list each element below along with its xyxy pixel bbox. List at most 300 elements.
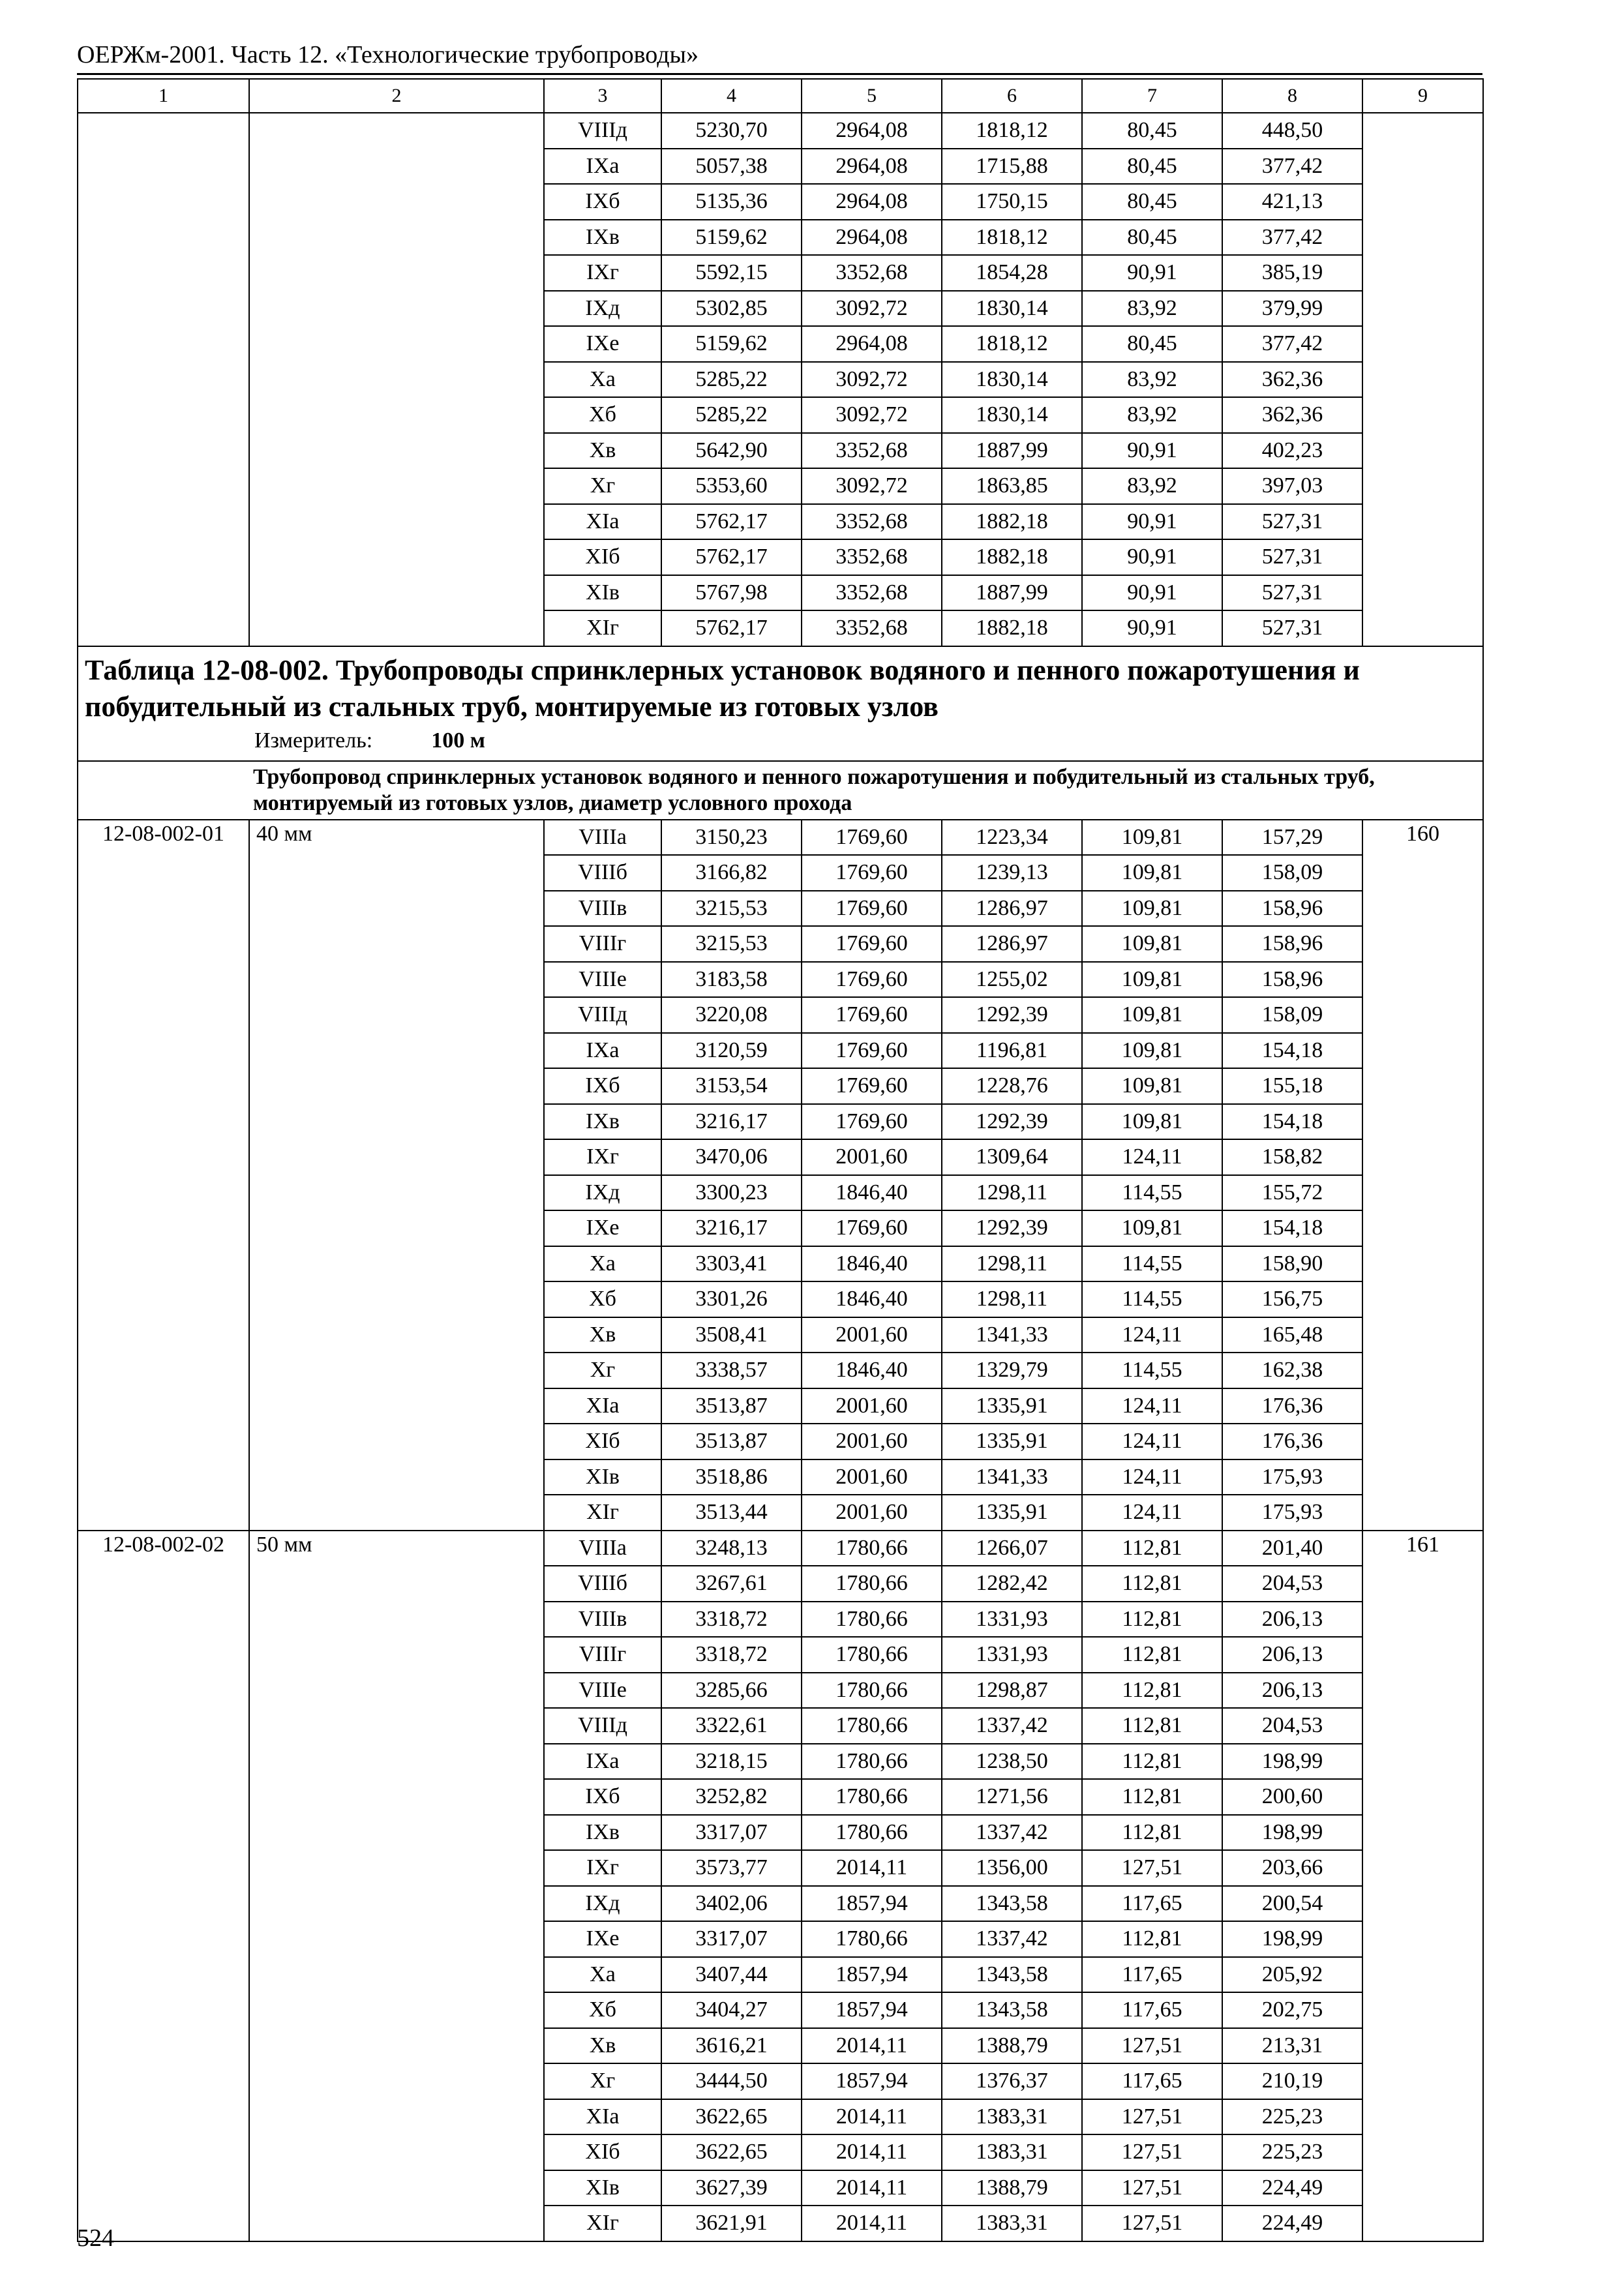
wages-cell: 1857,94 (802, 1992, 942, 2028)
materials-cell: 175,93 (1222, 1459, 1362, 1495)
materials-cell: 385,19 (1222, 255, 1362, 291)
region-code-cell: VIIIг (544, 1637, 661, 1673)
total-cost-cell: 3470,06 (661, 1139, 802, 1175)
wages-cell: 1780,66 (802, 1637, 942, 1673)
total-cost-cell: 3338,57 (661, 1353, 802, 1388)
wages-cell: 1780,66 (802, 1602, 942, 1638)
page-number: 524 (77, 2224, 114, 2252)
column-number: 8 (1222, 79, 1362, 113)
materials-cell: 225,23 (1222, 2134, 1362, 2170)
wages-cell: 1769,60 (802, 1210, 942, 1246)
region-code-cell: VIIIа (544, 1531, 661, 1566)
machinist-wages-cell: 117,65 (1082, 2063, 1222, 2099)
total-cost-cell: 3303,41 (661, 1246, 802, 1282)
materials-cell: 154,18 (1222, 1104, 1362, 1140)
machinist-wages-cell: 83,92 (1082, 397, 1222, 433)
region-code-cell: Xг (544, 468, 661, 504)
wages-cell: 2001,60 (802, 1495, 942, 1531)
region-code-cell: VIIIд (544, 997, 661, 1033)
total-cost-cell: 5642,90 (661, 433, 802, 469)
region-code-cell: Xб (544, 397, 661, 433)
wages-cell: 2014,11 (802, 2170, 942, 2206)
region-code-cell: VIIIв (544, 1602, 661, 1638)
materials-cell: 158,09 (1222, 997, 1362, 1033)
region-code-cell: IXв (544, 220, 661, 256)
wages-cell: 1857,94 (802, 1957, 942, 1993)
machine-operation-cell: 1750,15 (942, 184, 1082, 220)
wages-cell: 1769,60 (802, 997, 942, 1033)
machinist-wages-cell: 112,81 (1082, 1637, 1222, 1673)
machine-operation-cell: 1882,18 (942, 504, 1082, 540)
materials-cell: 377,42 (1222, 149, 1362, 185)
materials-cell: 154,18 (1222, 1033, 1362, 1069)
machine-operation-cell: 1337,42 (942, 1921, 1082, 1957)
machinist-wages-cell: 114,55 (1082, 1175, 1222, 1211)
total-cost-cell: 3267,61 (661, 1566, 802, 1602)
materials-cell: 201,40 (1222, 1531, 1362, 1566)
wages-cell: 1857,94 (802, 2063, 942, 2099)
machine-operation-cell: 1341,33 (942, 1459, 1082, 1495)
machinist-wages-cell: 127,51 (1082, 2134, 1222, 2170)
materials-cell: 158,96 (1222, 926, 1362, 962)
wages-cell: 2964,08 (802, 326, 942, 362)
total-cost-cell: 5230,70 (661, 113, 802, 149)
region-code-cell: IXе (544, 1210, 661, 1246)
machinist-wages-cell: 83,92 (1082, 291, 1222, 327)
table-subtitle: Трубопровод спринклерных установок водяного и пенного пожаротушения и побудительный из стальных труб, монтируемый из готовых узлов, диаметр условного прохода (78, 761, 1483, 820)
wages-cell: 2964,08 (802, 184, 942, 220)
machinist-wages-cell: 124,11 (1082, 1388, 1222, 1424)
machinist-wages-cell: 90,91 (1082, 255, 1222, 291)
machinist-wages-cell: 83,92 (1082, 362, 1222, 398)
total-cost-cell: 5762,17 (661, 504, 802, 540)
machine-operation-cell: 1887,99 (942, 575, 1082, 611)
total-cost-cell: 3622,65 (661, 2134, 802, 2170)
total-cost-cell: 3616,21 (661, 2028, 802, 2064)
wages-cell: 3352,68 (802, 504, 942, 540)
region-code-cell: VIIIе (544, 1673, 661, 1709)
region-code-cell: Xа (544, 362, 661, 398)
machinist-wages-cell: 90,91 (1082, 610, 1222, 646)
rates-table-body (78, 79, 1483, 2241)
region-code-cell: XIв (544, 2170, 661, 2206)
total-cost-cell: 3153,54 (661, 1068, 802, 1104)
machine-operation-cell: 1818,12 (942, 326, 1082, 362)
machine-operation-cell: 1830,14 (942, 291, 1082, 327)
total-cost-cell: 5057,38 (661, 149, 802, 185)
machinist-wages-cell: 127,51 (1082, 2028, 1222, 2064)
machinist-wages-cell: 90,91 (1082, 504, 1222, 540)
region-code-cell: IXб (544, 1068, 661, 1104)
machine-operation-cell: 1271,56 (942, 1779, 1082, 1815)
total-cost-cell: 3622,65 (661, 2099, 802, 2135)
machinist-wages-cell: 112,81 (1082, 1673, 1222, 1709)
machine-operation-cell: 1239,13 (942, 855, 1082, 891)
table-title-row (78, 646, 1483, 761)
region-code-cell: XIа (544, 504, 661, 540)
machine-operation-cell: 1383,31 (942, 2134, 1082, 2170)
machine-operation-cell: 1282,42 (942, 1566, 1082, 1602)
wages-cell: 1857,94 (802, 1886, 942, 1922)
materials-cell: 402,23 (1222, 433, 1362, 469)
meter-line (85, 725, 1476, 756)
wages-cell: 2001,60 (802, 1388, 942, 1424)
materials-cell: 527,31 (1222, 610, 1362, 646)
region-code-cell: IXб (544, 184, 661, 220)
column-number: 5 (802, 79, 942, 113)
materials-cell: 224,49 (1222, 2206, 1362, 2241)
materials-cell: 397,03 (1222, 468, 1362, 504)
machine-operation-cell: 1388,79 (942, 2170, 1082, 2206)
wages-cell: 1846,40 (802, 1246, 942, 1282)
wages-cell: 1769,60 (802, 1104, 942, 1140)
region-code-cell: IXг (544, 255, 661, 291)
machinist-wages-cell: 127,51 (1082, 2170, 1222, 2206)
machine-operation-cell: 1830,14 (942, 397, 1082, 433)
region-code-cell: XIв (544, 1459, 661, 1495)
machinist-wages-cell: 124,11 (1082, 1495, 1222, 1531)
total-cost-cell: 3621,91 (661, 2206, 802, 2241)
region-code-cell: IXв (544, 1104, 661, 1140)
region-code-cell: XIг (544, 610, 661, 646)
machine-operation-cell: 1329,79 (942, 1353, 1082, 1388)
column-number: 2 (249, 79, 544, 113)
total-cost-cell: 5285,22 (661, 397, 802, 433)
region-code-cell: Xв (544, 1317, 661, 1353)
meter-value: 100 м (431, 728, 485, 753)
machinist-wages-cell: 109,81 (1082, 926, 1222, 962)
wages-cell: 1780,66 (802, 1815, 942, 1851)
table-row (78, 113, 1483, 149)
machinist-wages-cell: 127,51 (1082, 1850, 1222, 1886)
region-code-cell: IXд (544, 1175, 661, 1211)
machinist-wages-cell: 90,91 (1082, 433, 1222, 469)
materials-cell: 176,36 (1222, 1388, 1362, 1424)
machine-operation-cell: 1337,42 (942, 1815, 1082, 1851)
machinist-wages-cell: 109,81 (1082, 1068, 1222, 1104)
total-cost-cell: 3317,07 (661, 1921, 802, 1957)
rates-table (77, 78, 1484, 2242)
machinist-wages-cell: 112,81 (1082, 1744, 1222, 1780)
wages-cell: 3352,68 (802, 575, 942, 611)
region-code-cell: VIIIд (544, 1708, 661, 1744)
table-row (78, 820, 1483, 856)
materials-cell: 158,82 (1222, 1139, 1362, 1175)
machinist-wages-cell: 109,81 (1082, 962, 1222, 998)
machinist-wages-cell: 117,65 (1082, 1992, 1222, 2028)
materials-cell: 158,96 (1222, 891, 1362, 927)
region-code-cell: Xб (544, 1281, 661, 1317)
materials-cell: 156,75 (1222, 1281, 1362, 1317)
machine-operation-cell: 1343,58 (942, 1886, 1082, 1922)
materials-cell: 158,90 (1222, 1246, 1362, 1282)
materials-cell: 204,53 (1222, 1708, 1362, 1744)
materials-cell: 155,72 (1222, 1175, 1362, 1211)
machine-operation-cell: 1292,39 (942, 997, 1082, 1033)
machinist-wages-cell: 117,65 (1082, 1957, 1222, 1993)
region-code-cell: Xа (544, 1957, 661, 1993)
machine-operation-cell: 1335,91 (942, 1388, 1082, 1424)
machine-operation-cell: 1343,58 (942, 1957, 1082, 1993)
total-cost-cell: 3407,44 (661, 1957, 802, 1993)
total-cost-cell: 3120,59 (661, 1033, 802, 1069)
total-cost-cell: 3216,17 (661, 1210, 802, 1246)
total-cost-cell: 3404,27 (661, 1992, 802, 2028)
total-cost-cell: 3513,87 (661, 1424, 802, 1459)
total-cost-cell: 5135,36 (661, 184, 802, 220)
region-code-cell: IXа (544, 1033, 661, 1069)
total-cost-cell: 5159,62 (661, 326, 802, 362)
column-number: 9 (1362, 79, 1483, 113)
machine-operation-cell: 1818,12 (942, 113, 1082, 149)
machinist-wages-cell: 109,81 (1082, 891, 1222, 927)
wages-cell: 1780,66 (802, 1779, 942, 1815)
machine-operation-cell: 1335,91 (942, 1424, 1082, 1459)
wages-cell: 1769,60 (802, 926, 942, 962)
column-number: 3 (544, 79, 661, 113)
region-code-cell: Xв (544, 433, 661, 469)
materials-cell: 377,42 (1222, 326, 1362, 362)
total-cost-cell: 3215,53 (661, 926, 802, 962)
machine-operation-cell: 1228,76 (942, 1068, 1082, 1104)
region-code-cell: IXе (544, 326, 661, 362)
region-code-cell: VIIIб (544, 855, 661, 891)
wages-cell: 1769,60 (802, 1068, 942, 1104)
machinist-wages-cell: 124,11 (1082, 1424, 1222, 1459)
machine-operation-cell: 1830,14 (942, 362, 1082, 398)
machine-operation-cell: 1286,97 (942, 926, 1082, 962)
machinist-wages-cell: 80,45 (1082, 184, 1222, 220)
region-code-cell: Xг (544, 2063, 661, 2099)
region-code-cell: Xв (544, 2028, 661, 2064)
machine-operation-cell: 1223,34 (942, 820, 1082, 856)
wages-cell: 2964,08 (802, 220, 942, 256)
materials-cell: 362,36 (1222, 362, 1362, 398)
region-code-cell: Xб (544, 1992, 661, 2028)
ref-cell-empty (1362, 113, 1483, 646)
materials-cell: 225,23 (1222, 2099, 1362, 2135)
total-cost-cell: 3322,61 (661, 1708, 802, 1744)
machinist-wages-cell: 124,11 (1082, 1317, 1222, 1353)
region-code-cell: IXд (544, 291, 661, 327)
rate-code: 12-08-002-01 (78, 820, 249, 1531)
materials-cell: 205,92 (1222, 1957, 1362, 1993)
materials-cell: 157,29 (1222, 820, 1362, 856)
machine-operation-cell: 1383,31 (942, 2099, 1082, 2135)
machine-operation-cell: 1298,11 (942, 1281, 1082, 1317)
meter-label: Измеритель: (254, 728, 373, 753)
materials-cell: 206,13 (1222, 1602, 1362, 1638)
column-number: 1 (78, 79, 249, 113)
machine-operation-cell: 1882,18 (942, 610, 1082, 646)
machine-operation-cell: 1376,37 (942, 2063, 1082, 2099)
total-cost-cell: 3318,72 (661, 1637, 802, 1673)
machine-operation-cell: 1238,50 (942, 1744, 1082, 1780)
region-code-cell: VIIIд (544, 113, 661, 149)
machinist-wages-cell: 112,81 (1082, 1779, 1222, 1815)
region-code-cell: VIIIв (544, 891, 661, 927)
machine-operation-cell: 1863,85 (942, 468, 1082, 504)
wages-cell: 1846,40 (802, 1353, 942, 1388)
total-cost-cell: 5592,15 (661, 255, 802, 291)
machinist-wages-cell: 109,81 (1082, 1033, 1222, 1069)
machine-operation-cell: 1383,31 (942, 2206, 1082, 2241)
region-code-cell: VIIIа (544, 820, 661, 856)
total-cost-cell: 5762,17 (661, 610, 802, 646)
machinist-wages-cell: 124,11 (1082, 1459, 1222, 1495)
wages-cell: 3352,68 (802, 255, 942, 291)
machine-operation-cell: 1343,58 (942, 1992, 1082, 2028)
machine-operation-cell: 1331,93 (942, 1637, 1082, 1673)
machinist-wages-cell: 109,81 (1082, 1104, 1222, 1140)
region-code-cell: IXг (544, 1139, 661, 1175)
machine-operation-cell: 1255,02 (942, 962, 1082, 998)
machinist-wages-cell: 114,55 (1082, 1246, 1222, 1282)
machinist-wages-cell: 112,81 (1082, 1921, 1222, 1957)
wages-cell: 1780,66 (802, 1744, 942, 1780)
machinist-wages-cell: 114,55 (1082, 1281, 1222, 1317)
wages-cell: 1780,66 (802, 1566, 942, 1602)
table-title-cell (78, 646, 1483, 761)
machine-operation-cell: 1298,11 (942, 1246, 1082, 1282)
region-code-cell: IXе (544, 1921, 661, 1957)
region-code-cell: Xг (544, 1353, 661, 1388)
machine-operation-cell: 1292,39 (942, 1210, 1082, 1246)
machine-operation-cell: 1854,28 (942, 255, 1082, 291)
materials-cell: 210,19 (1222, 2063, 1362, 2099)
total-cost-cell: 3150,23 (661, 820, 802, 856)
subtitle-row (78, 761, 1483, 820)
region-code-cell: IXд (544, 1886, 661, 1922)
total-cost-cell: 3508,41 (661, 1317, 802, 1353)
wages-cell: 2014,11 (802, 1850, 942, 1886)
total-cost-cell: 3513,87 (661, 1388, 802, 1424)
wages-cell: 1780,66 (802, 1708, 942, 1744)
pipe-diameter: 50 мм (249, 1531, 544, 2241)
pipe-diameter: 40 мм (249, 820, 544, 1531)
total-cost-cell: 5353,60 (661, 468, 802, 504)
total-cost-cell: 3216,17 (661, 1104, 802, 1140)
machinist-wages-cell: 117,65 (1082, 1886, 1222, 1922)
region-code-cell: VIIIг (544, 926, 661, 962)
machine-operation-cell: 1715,88 (942, 149, 1082, 185)
total-cost-cell: 3215,53 (661, 891, 802, 927)
machine-operation-cell: 1298,87 (942, 1673, 1082, 1709)
machinist-wages-cell: 112,81 (1082, 1602, 1222, 1638)
machinist-wages-cell: 109,81 (1082, 997, 1222, 1033)
materials-cell: 198,99 (1222, 1921, 1362, 1957)
materials-cell: 527,31 (1222, 539, 1362, 575)
region-code-cell: XIв (544, 575, 661, 611)
rate-code: 12-08-002-02 (78, 1531, 249, 2241)
machine-operation-cell: 1388,79 (942, 2028, 1082, 2064)
materials-cell: 165,48 (1222, 1317, 1362, 1353)
total-cost-cell: 3183,58 (661, 962, 802, 998)
materials-cell: 198,99 (1222, 1815, 1362, 1851)
machine-operation-cell: 1882,18 (942, 539, 1082, 575)
machinist-wages-cell: 80,45 (1082, 113, 1222, 149)
materials-cell: 198,99 (1222, 1744, 1362, 1780)
machinist-wages-cell: 90,91 (1082, 575, 1222, 611)
wages-cell: 1846,40 (802, 1281, 942, 1317)
machine-operation-cell: 1356,00 (942, 1850, 1082, 1886)
machinist-wages-cell: 83,92 (1082, 468, 1222, 504)
total-cost-cell: 3248,13 (661, 1531, 802, 1566)
machine-operation-cell: 1266,07 (942, 1531, 1082, 1566)
total-cost-cell: 3220,08 (661, 997, 802, 1033)
column-numbers-row (78, 79, 1483, 113)
wages-cell: 1769,60 (802, 820, 942, 856)
total-cost-cell: 3252,82 (661, 1779, 802, 1815)
wages-cell: 3352,68 (802, 539, 942, 575)
machinist-wages-cell: 112,81 (1082, 1708, 1222, 1744)
materials-cell: 362,36 (1222, 397, 1362, 433)
wages-cell: 3092,72 (802, 362, 942, 398)
total-cost-cell: 3444,50 (661, 2063, 802, 2099)
region-code-cell: IXа (544, 1744, 661, 1780)
materials-cell: 162,38 (1222, 1353, 1362, 1388)
region-code-cell: XIа (544, 2099, 661, 2135)
table-title: Таблица 12-08-002. Трубопроводы спринклерных установок водяного и пенного пожаротушения и побудительный из стальных труб, монтируемые из готовых узлов (85, 653, 1360, 723)
total-cost-cell: 3402,06 (661, 1886, 802, 1922)
materials-cell: 200,54 (1222, 1886, 1362, 1922)
wages-cell: 2014,11 (802, 2028, 942, 2064)
machinist-wages-cell: 80,45 (1082, 220, 1222, 256)
materials-cell: 213,31 (1222, 2028, 1362, 2064)
materials-cell: 203,66 (1222, 1850, 1362, 1886)
materials-cell: 175,93 (1222, 1495, 1362, 1531)
machine-operation-cell: 1292,39 (942, 1104, 1082, 1140)
wages-cell: 1780,66 (802, 1673, 942, 1709)
machine-operation-cell: 1309,64 (942, 1139, 1082, 1175)
reference-number: 161 (1362, 1531, 1483, 2241)
description-cell-empty (249, 113, 544, 646)
total-cost-cell: 5285,22 (661, 362, 802, 398)
total-cost-cell: 3513,44 (661, 1495, 802, 1531)
total-cost-cell: 5767,98 (661, 575, 802, 611)
region-code-cell: VIIIб (544, 1566, 661, 1602)
region-code-cell: IXг (544, 1850, 661, 1886)
total-cost-cell: 3300,23 (661, 1175, 802, 1211)
wages-cell: 1769,60 (802, 891, 942, 927)
machinist-wages-cell: 80,45 (1082, 326, 1222, 362)
machinist-wages-cell: 127,51 (1082, 2099, 1222, 2135)
machine-operation-cell: 1818,12 (942, 220, 1082, 256)
region-code-cell: IXв (544, 1815, 661, 1851)
machine-operation-cell: 1335,91 (942, 1495, 1082, 1531)
materials-cell: 206,13 (1222, 1637, 1362, 1673)
materials-cell: 421,13 (1222, 184, 1362, 220)
total-cost-cell: 3285,66 (661, 1673, 802, 1709)
wages-cell: 3092,72 (802, 468, 942, 504)
wages-cell: 2001,60 (802, 1139, 942, 1175)
wages-cell: 3352,68 (802, 433, 942, 469)
region-code-cell: XIб (544, 1424, 661, 1459)
wages-cell: 3352,68 (802, 610, 942, 646)
total-cost-cell: 5762,17 (661, 539, 802, 575)
code-cell-empty (78, 113, 249, 646)
wages-cell: 2014,11 (802, 2099, 942, 2135)
machine-operation-cell: 1887,99 (942, 433, 1082, 469)
machinist-wages-cell: 80,45 (1082, 149, 1222, 185)
wages-cell: 3092,72 (802, 291, 942, 327)
machinist-wages-cell: 109,81 (1082, 1210, 1222, 1246)
total-cost-cell: 3627,39 (661, 2170, 802, 2206)
column-number: 4 (661, 79, 802, 113)
materials-cell: 154,18 (1222, 1210, 1362, 1246)
materials-cell: 206,13 (1222, 1673, 1362, 1709)
materials-cell: 158,96 (1222, 962, 1362, 998)
